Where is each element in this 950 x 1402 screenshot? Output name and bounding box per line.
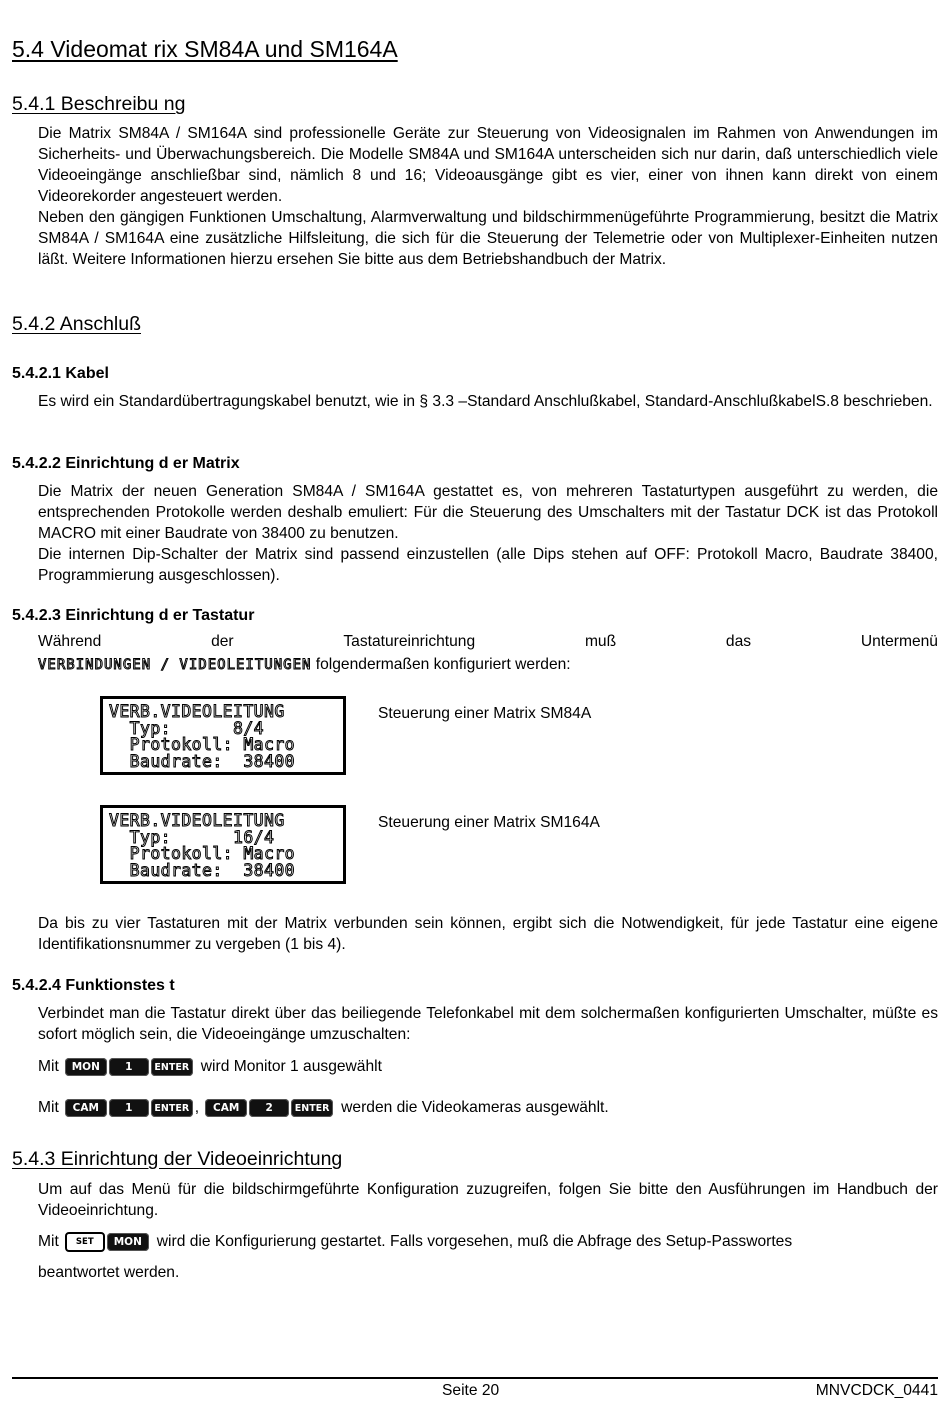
set-key-icon: SET: [65, 1232, 105, 1252]
intro-word: Untermenü: [860, 633, 938, 650]
key-sequence-setup: [38, 1231, 938, 1253]
intro-word: das: [725, 633, 752, 650]
footer-divider: [12, 1377, 938, 1379]
intro-word: der: [211, 633, 234, 650]
paragraph-description-2: Neben den gängigen Funktionen Umschaltung, Alarmverwaltung und bildschirmmenügeführte Programmierung, besitzt die Matrix SM84A / SM164A eine zusätzliche Hilfsleitung, die sich für die Steuerung der Telemetrie oder von Multiplexer-Einheiten nutzen läßt. Weitere Informationen hierzu ersehen Sie bitte aus dem Betriebshandbuch der Matrix.: [38, 209, 938, 268]
intro-word: Während: [38, 633, 102, 650]
subsection-heading-funktionstest: 5.4.2.4 Funktionstes t: [12, 977, 175, 994]
footer-page-number: Seite 20: [442, 1382, 500, 1399]
lcd-label-sm164a: Steuerung einer Matrix SM164A: [378, 814, 600, 831]
lcd-display-sm164a: [100, 805, 346, 884]
paragraph-funktionstest: Verbindet man die Tastatur direkt über das beiliegende Telefonkabel mit dem solchermaßen konfigurierten Umschalter, müßte es sofort möglich sein, die Videoeingänge umzuschalten:: [38, 1005, 938, 1043]
mon-key-icon: MON: [107, 1233, 149, 1251]
section-heading-anschluss: 5.4.2 Anschluß: [12, 313, 141, 335]
menu-path: VERBINDUNGEN / VIDEOLEITUNGEN: [38, 657, 312, 673]
key-sequence-monitor: [38, 1056, 382, 1078]
section-heading-beschreibung: 5.4.1 Beschreibu ng: [12, 93, 186, 115]
subsection-heading-kabel: 5.4.2.1 Kabel: [12, 365, 109, 382]
lcd-text: VERB.VIDEOLEITUNG Typ: 16/4 Protokoll: Macro Baudrate: 38400: [109, 811, 296, 880]
lcd-display-sm84a: [100, 696, 346, 775]
section-heading-videoeinrichtung: 5.4.3 Einrichtung der Videoeinrichtung: [12, 1148, 343, 1170]
subsection-heading-matrix: 5.4.2.2 Einrichtung d er Matrix: [12, 455, 240, 472]
lcd-text: VERB.VIDEOLEITUNG Typ: 8/4 Protokoll: Macro Baudrate: 38400: [109, 702, 296, 771]
enter-key-icon: ENTER: [151, 1058, 193, 1076]
intro-tail: folgendermaßen konfiguriert werden:: [315, 656, 571, 673]
digit-1-key-icon: 1: [109, 1099, 149, 1117]
enter-key-icon: ENTER: [291, 1099, 333, 1117]
lcd-label-sm84a: Steuerung einer Matrix SM84A: [378, 705, 592, 722]
paragraph-kabel: Es wird ein Standardübertragungskabel benutzt, wie in § 3.3 –Standard Anschlußkabel, Standard-AnschlußkabelS.8 beschrieben.: [38, 393, 933, 410]
row-suffix: wird Monitor 1 ausgewählt: [200, 1058, 382, 1075]
row-prefix: Mit: [38, 1099, 59, 1116]
cam-key-icon: CAM: [65, 1099, 107, 1117]
tastatur-intro-line: [38, 633, 938, 651]
paragraph-description-1: Die Matrix SM84A / SM164A sind professionelle Geräte zur Steuerung von Videosignalen im Rahmen von Anwendungen im Sicherheits- und Überwachungsbereich. Die Modelle SM84A und SM164A unterscheiden sich nur darin, daß unterschiedlich viele Videoeingänge anschließbar sind, nämlich 8 und 16; Videoausgänge gibt es vier, einer von ihnen kann direkt von einem Videorekorder angesteuert werden.: [38, 125, 938, 205]
cam-key-icon: CAM: [205, 1099, 247, 1117]
intro-word: muß: [584, 633, 617, 650]
paragraph-videoeinrichtung: Um auf das Menü für die bildschirmgeführte Konfiguration zuzugreifen, folgen Sie bitte den Ausführungen im Handbuch der Videoeinrichtung.: [38, 1181, 938, 1219]
paragraph-keyboard-id: Da bis zu vier Tastaturen mit der Matrix verbunden sein können, ergibt sich die Notwendigkeit, für jede Tastatur eine eigene Identifikationsnummer zu vergeben (1 bis 4).: [38, 915, 938, 953]
key-sequence-cameras: [38, 1097, 609, 1119]
tastatur-intro-line-2: [38, 654, 571, 676]
paragraph-matrix-1: Die Matrix der neuen Generation SM84A / SM164A gestattet es, von mehreren Tastaturtypen ausgeführt zu werden, die entsprechenden Protokolle werden deshalb emuliert: Für die Steuerung des Umschalters mit der Tastatur DCK ist das Protokoll MACRO mit einer Baudrate von 38400 zu benutzen.: [38, 483, 938, 542]
setup-line-2: beantwortet werden.: [38, 1264, 180, 1281]
row-suffix: wird die Konfigurierung gestartet. Falls vorgesehen, muß die Abfrage des Setup-Passwortes: [156, 1233, 793, 1250]
mon-key-icon: MON: [65, 1058, 107, 1076]
row-prefix: Mit: [38, 1058, 59, 1075]
row-prefix: Mit: [38, 1233, 59, 1250]
intro-word: Tastatureinrichtung: [343, 633, 476, 650]
footer-document-code: MNVCDCK_0441: [815, 1382, 938, 1399]
paragraph-matrix-2: Die internen Dip-Schalter der Matrix sind passend einzustellen (alle Dips stehen auf OFF: Protokoll Macro, Baudrate 38400, Programmierung ausgeschlossen).: [38, 546, 938, 584]
enter-key-icon: ENTER: [151, 1099, 193, 1117]
digit-1-key-icon: 1: [109, 1058, 149, 1076]
row-suffix: werden die Videokameras ausgewählt.: [341, 1099, 609, 1116]
subsection-heading-tastatur: 5.4.2.3 Einrichtung d er Tastatur: [12, 607, 255, 624]
page-title: 5.4 Videomat rix SM84A und SM164A: [12, 36, 398, 62]
digit-2-key-icon: 2: [249, 1099, 289, 1117]
row-comma: ,: [194, 1099, 200, 1116]
